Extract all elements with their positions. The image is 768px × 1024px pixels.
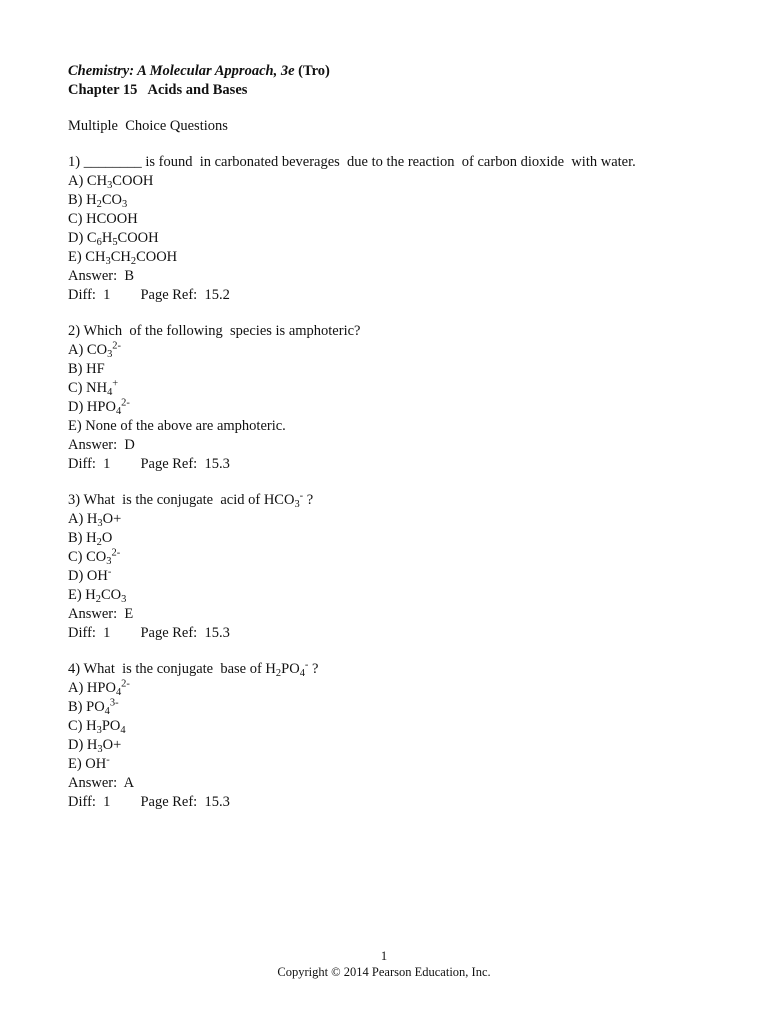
answer-choice: D) $H_3O+$	[68, 737, 122, 755]
answer-key: Answer: A	[68, 775, 135, 791]
answer-choice: A) $CH_3COOH$	[68, 173, 154, 191]
page-number: 1	[380, 949, 388, 963]
answer-choice: B) $H_2O$	[68, 530, 113, 548]
section-title: Multiple Choice Questions	[68, 118, 228, 134]
answer-key: Answer: B	[68, 268, 135, 284]
difficulty-and-page-ref: Diff: 1 Page Ref: 15.3	[68, 456, 230, 472]
answer-choice: E) None of the above are amphoteric.	[68, 418, 286, 434]
answer-choice: A) $CO_3^{2-}$	[68, 340, 121, 360]
answer-choice: D) $HPO_4^{2-}$	[68, 397, 130, 417]
answer-choice: A) $H_3O+$	[68, 511, 122, 529]
book-author: (Tro)	[298, 63, 330, 79]
answer-choice: C) $H_3PO_4$	[68, 718, 126, 736]
answer-choice: B) HF	[68, 361, 105, 377]
answer-choice: C) $NH_4^+$	[68, 378, 119, 398]
chapter-title: Chapter 15 Acids and Bases	[68, 82, 248, 98]
question-3	[68, 491, 728, 643]
answer-choice: C) $CO_3^{2-}$	[68, 547, 121, 567]
document-header	[68, 62, 728, 100]
answer-choice: D) $C_6H_5COOH$	[68, 230, 159, 248]
answer-choice: B) $PO_4^{3-}$	[68, 697, 119, 717]
answer-choice: E) OH-	[68, 754, 110, 772]
document-page	[68, 62, 728, 812]
copyright-notice: Copyright © 2014 Pearson Education, Inc.	[277, 965, 491, 979]
difficulty-and-page-ref: Diff: 1 Page Ref: 15.2	[68, 287, 230, 303]
page-footer	[0, 948, 768, 980]
answer-key: Answer: E	[68, 606, 134, 622]
question-stem: 3) What is the conjugate acid of $HCO_3^-$ ?	[68, 490, 314, 510]
answer-choice: A) $HPO_4^{2-}$	[68, 678, 130, 698]
question-stem: 4) What is the conjugate base of $H_2PO_4^-$ ?	[68, 659, 319, 679]
book-title: Chemistry: A Molecular Approach, 3e	[68, 63, 295, 79]
question-1	[68, 153, 728, 305]
answer-choice: E) $H_2CO_3$	[68, 587, 127, 605]
answer-choice: C) HCOOH	[68, 211, 138, 227]
difficulty-and-page-ref: Diff: 1 Page Ref: 15.3	[68, 794, 230, 810]
question-4	[68, 660, 728, 812]
question-2	[68, 322, 728, 474]
question-stem: 1) ________ is found in carbonated beverages due to the reaction of carbon dioxide with water.	[68, 154, 636, 170]
question-list	[68, 153, 728, 812]
book-title-line	[68, 62, 728, 81]
difficulty-and-page-ref: Diff: 1 Page Ref: 15.3	[68, 625, 230, 641]
question-stem: 2) Which of the following species is amphoteric?	[68, 323, 361, 339]
answer-choice: E) $CH_3CH_2COOH$	[68, 249, 178, 267]
answer-choice: D) OH-	[68, 566, 112, 584]
answer-key: Answer: D	[68, 437, 135, 453]
answer-choice: B) $H_2CO_3$	[68, 192, 128, 210]
